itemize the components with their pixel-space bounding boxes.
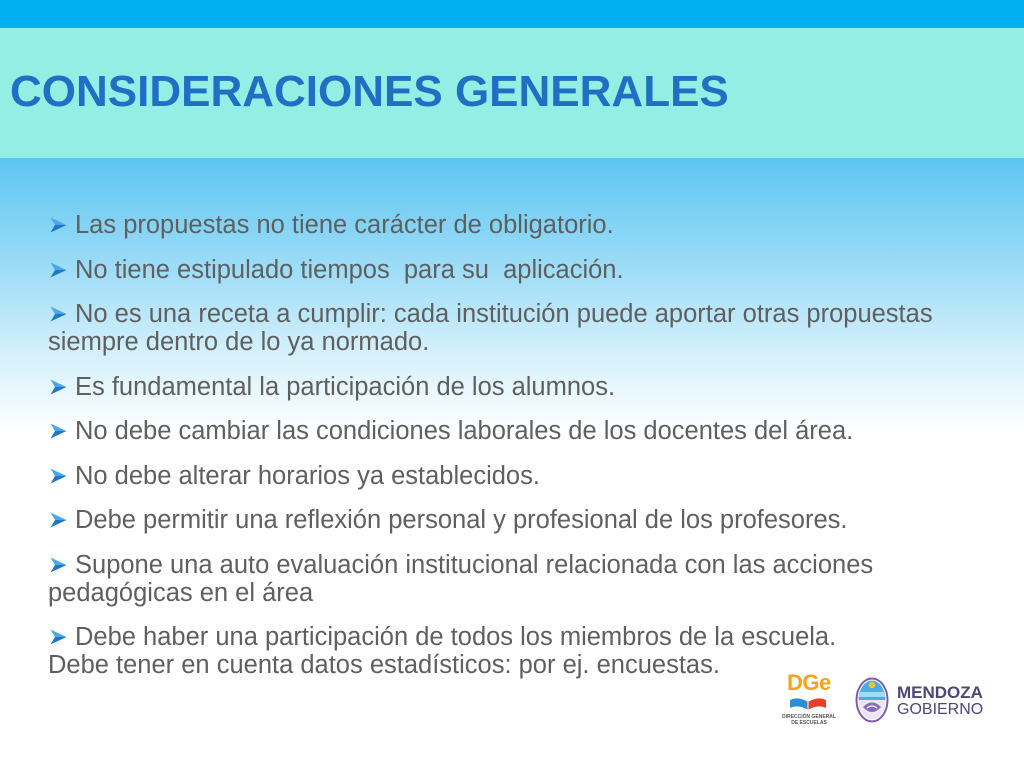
bullet-item-continuation: Debe tener en cuenta datos estadísticos: por ej. encuestas.	[48, 651, 720, 679]
bullet-item	[48, 300, 988, 356]
top-accent-bar	[0, 0, 1024, 28]
bullet-item	[48, 462, 988, 490]
bullet-item	[48, 373, 988, 401]
bullet-item-text: Las propuestas no tiene carácter de obligatorio.	[75, 211, 614, 239]
bullet-item	[48, 417, 988, 445]
arrow-bullet-icon	[48, 623, 75, 651]
arrow-bullet-icon	[48, 373, 75, 401]
mendoza-logo-title: MENDOZA	[897, 683, 983, 702]
bullet-item-continuation: pedagógicas en el área	[48, 578, 314, 607]
bullet-item-text: Debe haber una participación de todos los miembros de la escuela.	[75, 623, 837, 651]
arrow-bullet-icon	[48, 462, 75, 490]
arrow-bullet-icon	[48, 506, 75, 534]
bullet-item-text: Debe permitir una reflexión personal y profesional de los profesores.	[75, 506, 848, 534]
dge-logo-caption	[778, 714, 840, 726]
bullet-item-text: No es una receta a cumplir: cada institución puede aportar otras propuestas	[75, 300, 933, 328]
dge-caption-line: DE ESCUELAS	[791, 720, 827, 726]
bullet-item	[48, 211, 988, 239]
arrow-bullet-icon	[48, 211, 75, 239]
bullet-item	[48, 623, 988, 679]
mendoza-logo-subtitle: GOBIERNO	[897, 701, 984, 718]
bullet-item	[48, 551, 988, 607]
dge-caption-line: DIRECCIÓN GENERAL	[782, 714, 836, 720]
dge-logo	[778, 668, 840, 730]
bullet-list	[48, 211, 988, 696]
bullet-item-text: No tiene estipulado tiempos para su aplicación.	[75, 255, 624, 284]
mendoza-coat-of-arms-icon	[855, 677, 889, 728]
bullet-item	[48, 256, 988, 284]
bullet-item-continuation: siempre dentro de lo ya normado.	[48, 328, 430, 356]
bullet-item-text: Supone una auto evaluación institucional relacionada con las acciones	[75, 550, 874, 579]
bullet-item	[48, 506, 988, 534]
arrow-bullet-icon	[48, 417, 75, 445]
bullet-item-text: No debe alterar horarios ya establecidos.	[75, 461, 540, 490]
arrow-bullet-icon	[48, 256, 75, 284]
arrow-bullet-icon	[48, 300, 75, 328]
arrow-bullet-icon	[48, 551, 75, 579]
bullet-item-text: Es fundamental la participación de los alumnos.	[75, 372, 616, 401]
bullet-item-text: No debe cambiar las condiciones laborales de los docentes del área.	[75, 417, 854, 445]
slide-title: CONSIDERACIONES GENERALES	[10, 67, 729, 116]
dge-logo-mark: DGe	[787, 670, 831, 695]
